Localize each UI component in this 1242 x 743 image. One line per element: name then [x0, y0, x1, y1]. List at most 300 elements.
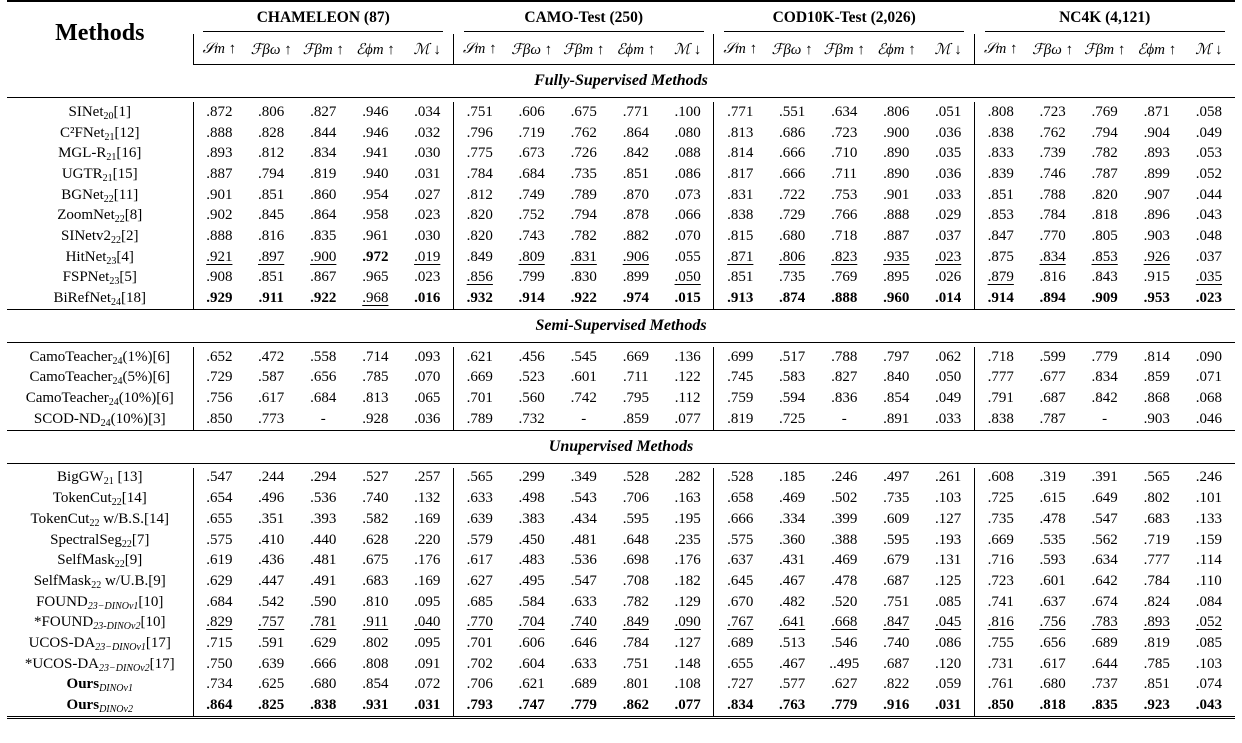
metric-value: .132	[414, 490, 441, 507]
metric-value: .806	[778, 248, 806, 265]
method-name: HitNet$_{23}$[4]	[65, 248, 134, 267]
metric-value: .836	[831, 390, 858, 407]
metric-value: .103	[935, 490, 962, 507]
metric-value: .595	[622, 510, 649, 527]
metric-value: .536	[570, 552, 597, 569]
metric-value: .831	[570, 248, 597, 265]
metric-value: .913	[714, 288, 766, 309]
method-name: CamoTeacher$_{24}$(5%)[6]	[29, 369, 171, 388]
metric-value: .916	[870, 695, 922, 717]
method-name: $UGTR_{21}[15]$	[61, 165, 138, 184]
metric-value: .749	[518, 186, 545, 203]
metric-value: .649	[1091, 490, 1118, 507]
metric-value: .896	[1143, 207, 1170, 224]
metric-value: .816	[974, 612, 1026, 633]
metric-value: .820	[453, 226, 505, 247]
table-row	[7, 550, 1235, 571]
metric-value: .641	[778, 614, 806, 631]
metric-value: .867	[310, 269, 337, 286]
metric-value: .351	[258, 510, 285, 527]
metric-value: .795	[622, 390, 649, 407]
metric-value: .816	[258, 227, 285, 244]
metric-value: .723	[974, 571, 1026, 592]
metric-value: .498	[518, 490, 545, 507]
metric-value: .483	[518, 552, 545, 569]
metric-value: .668	[831, 614, 858, 631]
metric-value: .431	[778, 552, 806, 569]
metric-value: .560	[518, 390, 545, 407]
metric-value: .974	[610, 288, 662, 309]
metric-value: .851	[622, 165, 649, 182]
method-name: Ours$_{DINOv2}$	[7, 695, 193, 717]
table-row	[7, 388, 1235, 409]
metric-value: .704	[518, 614, 545, 631]
method-name: FSPNet$_{23}$[5]	[62, 269, 137, 288]
table-row	[7, 368, 1235, 389]
metric-value: .246	[1195, 469, 1223, 486]
metric-value: .031	[414, 165, 441, 182]
metric-value: .879	[974, 268, 1026, 289]
metric-value: .844	[310, 124, 337, 141]
metric-value: .823	[831, 248, 858, 265]
metric-value: .634	[831, 103, 858, 120]
metric-value: .903	[1131, 409, 1183, 430]
metric-value: .656	[1039, 634, 1066, 651]
metric-value: .872	[193, 102, 245, 123]
metric-value: .731	[974, 654, 1026, 675]
metric-value: .110	[1196, 572, 1222, 589]
metric-value: .619	[193, 550, 245, 571]
metric-value: .656	[310, 369, 337, 386]
metric-value: .491	[310, 572, 337, 589]
metric-value: .926	[1143, 248, 1170, 265]
metric-value: .131	[935, 552, 962, 569]
metric-value: .814	[1143, 348, 1170, 365]
metric-value: .718	[974, 347, 1026, 368]
metric-value: .875	[974, 247, 1026, 268]
dataset-header-nc4k: NC4K (4,121)	[974, 5, 1235, 34]
metric-value: .900	[310, 248, 337, 265]
metric-value: .740	[570, 614, 597, 631]
metric-value: .621	[453, 347, 505, 368]
method-name: BigGW$_{21}$ [13]	[57, 469, 143, 488]
metric-value: .680	[310, 676, 337, 693]
metric-value: .827	[831, 369, 858, 386]
metric-value: .787	[1091, 165, 1118, 182]
metric-value: .528	[622, 469, 649, 486]
metric-value: .779	[558, 695, 610, 717]
metric-value: .112	[674, 390, 701, 407]
metric-value: .040	[414, 614, 441, 631]
metric-header: ℱβω ↑	[506, 34, 558, 65]
metric-value: .901	[193, 185, 245, 206]
metric-value: .685	[453, 592, 505, 613]
metric-value: .049	[935, 390, 962, 407]
metric-value: .095	[414, 593, 441, 610]
metric-value: .769	[1091, 103, 1118, 120]
metric-value: .708	[622, 572, 649, 589]
metric-value: .789	[570, 186, 597, 203]
metric-value: .528	[714, 468, 766, 489]
metric-value: .745	[714, 368, 766, 389]
metric-value: .735	[883, 490, 910, 507]
metric-value: .893	[1143, 614, 1170, 631]
metric-value: .621	[518, 676, 545, 693]
table-row	[7, 185, 1235, 206]
metric-value: .828	[258, 124, 285, 141]
table-row	[7, 488, 1235, 509]
metric-value: .784	[1039, 207, 1066, 224]
metric-value: .609	[883, 510, 910, 527]
metric-value: .797	[883, 348, 910, 365]
metric-value: .729	[193, 368, 245, 389]
table-row	[7, 675, 1235, 696]
metric-value: .860	[310, 186, 337, 203]
metric-value: .813	[714, 123, 766, 144]
metric-value: .496	[258, 490, 285, 507]
metric-value: .847	[883, 614, 910, 631]
metric-value: .669	[453, 368, 505, 389]
metric-value: .031	[922, 695, 974, 717]
metric-value: .923	[1131, 695, 1183, 717]
metric-value: .169	[414, 510, 441, 527]
metric-value: .820	[1091, 186, 1118, 203]
metric-value: .032	[414, 124, 441, 141]
metric-value: .133	[1195, 510, 1223, 527]
metric-header: ℰϕm ↑	[870, 34, 922, 65]
metric-value: .785	[1143, 655, 1170, 672]
metric-value: .683	[362, 572, 389, 589]
metric-value: .740	[883, 634, 910, 651]
metric-header: ℱβm ↑	[818, 34, 870, 65]
metric-value: .642	[1091, 572, 1118, 589]
metric-value: .023	[1183, 288, 1235, 309]
metric-value: .633	[453, 488, 505, 509]
metric-value: .814	[714, 143, 766, 164]
metric-value: .628	[362, 531, 389, 548]
metric-value: .030	[414, 145, 441, 162]
metric-value: .019	[414, 248, 441, 265]
metric-value: .575	[714, 530, 766, 551]
metric-value: .450	[518, 531, 545, 548]
metric-value: .053	[1195, 145, 1223, 162]
metric-value: .687	[1039, 390, 1066, 407]
metric-value: .478	[831, 572, 858, 589]
metric-value: .735	[570, 165, 597, 182]
metric-value: .871	[1143, 103, 1170, 120]
metric-value: .673	[518, 145, 545, 162]
method-name: CamoTeacher$_{24}$(10%)[6]	[25, 390, 174, 409]
metric-value: .068	[1195, 390, 1223, 407]
metric-value: .887	[193, 164, 245, 185]
metric-value: .029	[935, 207, 962, 224]
metric-value: .899	[1143, 165, 1170, 182]
metric-value: .593	[1039, 552, 1066, 569]
metric-value: .584	[518, 593, 545, 610]
metric-value: .086	[935, 634, 962, 651]
metric-value: .940	[362, 165, 389, 182]
metric-value: .689	[714, 633, 766, 654]
metric-value: .871	[714, 247, 766, 268]
metric-value: .887	[883, 227, 910, 244]
table-row	[7, 123, 1235, 144]
table-row	[7, 205, 1235, 226]
metric-value: .718	[831, 227, 858, 244]
metric-value: .753	[831, 186, 858, 203]
metric-value: .535	[1039, 531, 1066, 548]
metric-value: .715	[193, 633, 245, 654]
metric-value: .148	[674, 655, 701, 672]
metric-value: .761	[974, 675, 1026, 696]
metric-value: .819	[310, 165, 337, 182]
metric-value: .103	[1195, 655, 1223, 672]
metric-value: .911	[362, 614, 389, 631]
metric-value: .037	[1195, 248, 1223, 265]
metric-value: .023	[414, 207, 441, 224]
metric-value: .818	[1091, 207, 1118, 224]
metric-value: .391	[1091, 469, 1118, 486]
metric-value: .838	[297, 695, 349, 717]
metric-value: .244	[258, 469, 285, 486]
metric-value: .235	[674, 531, 701, 548]
metric-value: .928	[349, 409, 401, 430]
metric-value: .782	[1091, 145, 1118, 162]
metric-value: .059	[935, 676, 962, 693]
table-row	[7, 409, 1235, 430]
metric-value: .767	[714, 612, 766, 633]
metric-value: .093	[414, 348, 441, 365]
metric-value: .835	[1079, 695, 1131, 717]
metric-value: .702	[453, 654, 505, 675]
metric-value: .689	[1091, 634, 1118, 651]
metric-value: .617	[258, 390, 285, 407]
metric-value: .023	[414, 269, 441, 286]
metric-value: .577	[778, 676, 806, 693]
metric-value: .864	[310, 207, 337, 224]
metric-value: .899	[622, 269, 649, 286]
metric-value: .639	[258, 655, 285, 672]
metric-value: .787	[1027, 409, 1079, 430]
metric-value: .601	[570, 369, 597, 386]
metric-value: .891	[870, 409, 922, 430]
metric-value: .806	[258, 103, 285, 120]
metric-value: .819	[714, 409, 766, 430]
metric-value: .050	[674, 269, 701, 286]
metric-value: .802	[362, 634, 389, 651]
metric-value: .859	[610, 409, 662, 430]
metric-header: ℱβω ↑	[766, 34, 818, 65]
metric-value: .812	[453, 185, 505, 206]
metric-value: .929	[193, 288, 245, 309]
metric-value: .513	[778, 634, 806, 651]
metric-value: .257	[414, 469, 441, 486]
metric-value: .481	[310, 552, 337, 569]
metric-value: .817	[714, 164, 766, 185]
metric-value: .859	[1143, 369, 1170, 386]
metric-value: .582	[362, 510, 389, 527]
metric-value: .074	[1195, 676, 1223, 693]
metric-value: .604	[518, 655, 545, 672]
metric-value: .652	[193, 347, 245, 368]
metric-value: .751	[453, 102, 505, 123]
metric-value: .747	[506, 695, 558, 717]
metric-value: .122	[674, 369, 701, 386]
metric-value: .195	[674, 510, 701, 527]
metric-value: .436	[258, 552, 285, 569]
metric-value: .073	[674, 186, 701, 203]
metric-value: .629	[310, 634, 337, 651]
metric-value: .922	[297, 288, 349, 309]
metric-value: .806	[883, 103, 910, 120]
table-row	[7, 633, 1235, 654]
metric-value: .851	[258, 186, 285, 203]
metric-value: .637	[714, 550, 766, 571]
metric-value: .960	[870, 288, 922, 309]
method-name: SCOD-$ND_{24}(10\%)[3]$	[7, 409, 193, 430]
metric-header: 𝒮m ↑	[714, 34, 766, 65]
metric-value: .853	[1091, 248, 1118, 265]
metric-value: .670	[714, 592, 766, 613]
metric-value: .502	[831, 490, 858, 507]
metric-value: .922	[558, 288, 610, 309]
metric-value: .684	[193, 592, 245, 613]
table-row	[7, 143, 1235, 164]
metric-value: .542	[258, 593, 285, 610]
metric-value: .520	[831, 593, 858, 610]
metric-value: .680	[778, 227, 806, 244]
dataset-header-camo: CAMO-Test (250)	[453, 5, 713, 34]
metric-value: .677	[1039, 369, 1066, 386]
metric-value: .914	[974, 288, 1026, 309]
method-name: CamoTeacher$_{24}$(1%)[6]	[29, 348, 171, 367]
metric-value: .246	[831, 469, 858, 486]
metric-value: .782	[622, 593, 649, 610]
method-name: $*FOUND_{23-DINOv2}[10]$	[34, 614, 166, 633]
metric-value: .756	[1039, 614, 1066, 631]
metric-value: .842	[1091, 390, 1118, 407]
metric-value: .026	[935, 269, 962, 286]
metric-value: .030	[414, 227, 441, 244]
metric-header: ℱβm ↑	[297, 34, 349, 65]
metric-value: .870	[622, 186, 649, 203]
metric-header: ℰϕm ↑	[349, 34, 401, 65]
metric-value: .669	[974, 530, 1026, 551]
metric-value: .163	[674, 490, 701, 507]
metric-value: .834	[1091, 369, 1118, 386]
table-row	[7, 102, 1235, 123]
metric-value: .565	[453, 468, 505, 489]
metric-value: .481	[570, 531, 597, 548]
metric-value: .579	[453, 530, 505, 551]
metric-value: .036	[401, 409, 453, 430]
metric-value: .655	[193, 509, 245, 530]
metric-value: .084	[1195, 593, 1223, 610]
metric-value: .176	[674, 552, 701, 569]
metric-value: .802	[1143, 490, 1170, 507]
metric-value: .775	[453, 143, 505, 164]
metric-value: .752	[518, 207, 545, 224]
metric-header: ℱβω ↑	[245, 34, 297, 65]
results-table-wrapper	[7, 0, 1235, 725]
metric-value: .101	[1195, 490, 1223, 507]
metric-value: .914	[506, 288, 558, 309]
metric-value: .617	[453, 550, 505, 571]
metric-value: .036	[935, 124, 962, 141]
metric-value: .629	[193, 571, 245, 592]
method-name: SINet$_{20}$[1]	[68, 103, 131, 122]
metric-value: .627	[453, 571, 505, 592]
metric-value: .686	[778, 124, 806, 141]
metric-value: .634	[1091, 552, 1118, 569]
metric-value: .648	[622, 531, 649, 548]
metric-value: .794	[258, 165, 285, 182]
metric-value: .711	[622, 369, 649, 386]
metric-value: .591	[258, 634, 285, 651]
metric-value: .838	[714, 205, 766, 226]
method-name: MGL-$R_{21}[16]$	[58, 145, 142, 164]
metric-value: .062	[935, 348, 962, 365]
results-table	[7, 0, 1235, 725]
metric-value: .478	[1039, 510, 1066, 527]
metric-value: .770	[453, 612, 505, 633]
dataset-header-cod10k: COD10K-Test (2,026)	[714, 5, 974, 34]
metric-value: .825	[245, 695, 297, 717]
method-name: TokenCut$_{22}$[14]	[52, 490, 147, 509]
metric-value: .835	[310, 227, 337, 244]
metric-value: .819	[1143, 634, 1170, 651]
metric-value: .606	[518, 634, 545, 651]
metric-value: .816	[1039, 269, 1066, 286]
metric-value: .762	[570, 124, 597, 141]
metric-value: .853	[974, 205, 1026, 226]
method-name: TokenCut$_{22}$ w/B.S.[14]	[30, 510, 170, 529]
metric-value: .088	[674, 145, 701, 162]
metric-value: .684	[310, 390, 337, 407]
metric-value: .890	[883, 145, 910, 162]
metric-value: .915	[1143, 269, 1170, 286]
metric-header: 𝒮m ↑	[974, 34, 1026, 65]
metric-value: .773	[245, 409, 297, 430]
metric-value: .169	[414, 572, 441, 589]
metric-value: .052	[1195, 614, 1223, 631]
metric-value: .114	[1196, 552, 1222, 569]
metric-value: .820	[453, 205, 505, 226]
metric-value: .902	[193, 205, 245, 226]
metric-value: .854	[362, 676, 389, 693]
metric-value: .045	[935, 614, 962, 631]
metric-value: .360	[778, 531, 806, 548]
metric-value: .716	[974, 550, 1026, 571]
metric-value: .946	[362, 103, 389, 120]
metric-value: .711	[831, 165, 858, 182]
metric-value: .683	[1143, 510, 1170, 527]
table-row	[7, 592, 1235, 613]
metric-value: .888	[193, 226, 245, 247]
metric-value: .827	[310, 103, 337, 120]
metric-value: .843	[1091, 269, 1118, 286]
metric-value: .698	[622, 552, 649, 569]
metric-value: .108	[674, 676, 701, 693]
metric-value: .906	[622, 248, 649, 265]
metric-value: .888	[818, 288, 870, 309]
metric-value: .043	[1195, 207, 1223, 224]
metric-value: .762	[1039, 124, 1066, 141]
metric-value: .830	[570, 269, 597, 286]
metric-value: .799	[518, 269, 545, 286]
metric-value: .784	[1143, 572, 1170, 589]
metric-value: .077	[662, 409, 714, 430]
metric-value: .757	[258, 614, 285, 631]
